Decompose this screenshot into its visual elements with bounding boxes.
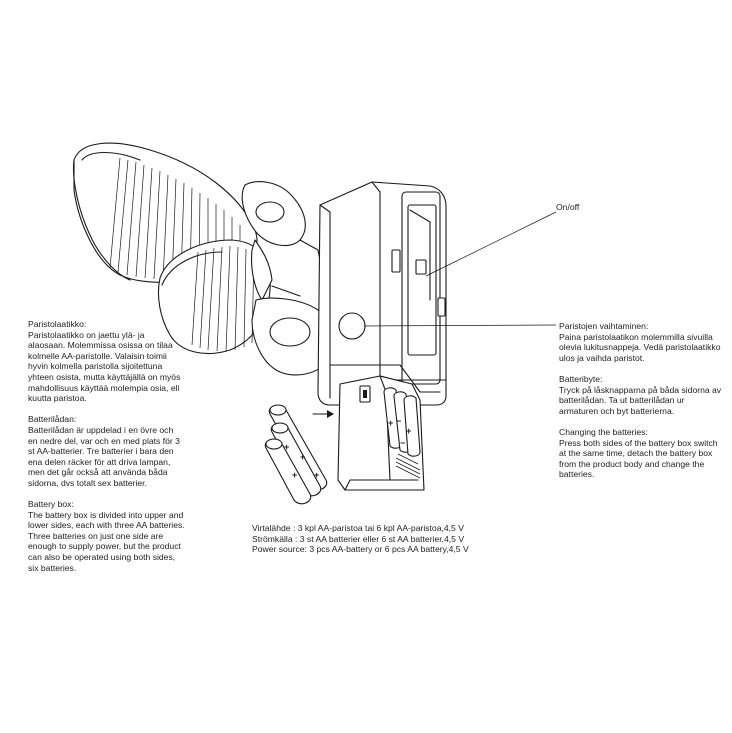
right-text-column [559, 321, 721, 480]
fi-change-batteries-line: olevia lukitusnappeja. Vedä paristolaatikko [559, 342, 721, 353]
en-battery-box-line: Three batteries on just one side are [28, 530, 164, 541]
left-text-column [28, 319, 185, 573]
onoff-callout-label: On/off [556, 202, 580, 212]
fi-battery-box-line: kolmelle AA-paristolle. Valaisin toimii [28, 350, 167, 361]
sv-battery-box-line: sidorna, dvs totalt sex batterier. [28, 477, 147, 488]
fi-battery-box-line: mahdollisuus käyttää molempia osia, eli [28, 382, 180, 393]
fi-battery-box-title: Paristolaatikko: [28, 319, 87, 329]
en-battery-box-line: can also be operated using both sides, [28, 552, 176, 563]
battery-plus-symbol: + [314, 470, 320, 480]
battery-minus-symbol: − [400, 438, 406, 448]
fi-battery-box-line: Paristolaatikko on jaettu ylä- ja [28, 329, 145, 340]
battery-plus-symbol: + [300, 452, 306, 462]
main-housing [318, 182, 446, 405]
fi-battery-box-line: hyvin kolmella paristolla sijoitettuna [28, 361, 163, 372]
en-battery-box-line: lower sides, each with three AA batteries. [28, 520, 185, 531]
sv-change-batteries-line: armaturen och byt batterierna. [559, 405, 675, 416]
en-battery-box-title: Battery box: [28, 499, 74, 510]
power-source-block [252, 523, 469, 555]
fi-change-batteries-title: Paristojen vaihtaminen: [559, 321, 649, 331]
fi-change-batteries-line: ulos ja vaihda paristot. [559, 352, 645, 363]
en-change-batteries-line: from the product body and change the [559, 458, 705, 469]
sv-battery-box-title: Batterilådan: [28, 414, 77, 425]
loose-batteries [265, 405, 326, 504]
sv-battery-box-line: en nedre del, var och en med plats för 3 [28, 435, 180, 446]
en-change-batteries-line: at the same time, detach the battery box [559, 448, 713, 459]
battery-plus-symbol: + [292, 470, 298, 480]
sv-battery-box-line: men det går också att använda båda [28, 467, 168, 478]
en-battery-box-line: The battery box is divided into upper and [28, 509, 184, 520]
en-change-batteries-line: batteries. [559, 469, 595, 480]
sv-change-batteries-line: Tryck på låsknapparna på båda sidorna av [559, 384, 722, 395]
fi-change-batteries-line: Paina paristolaatikon molemmilla sivuilla [559, 331, 713, 342]
battery-plus-symbol: + [406, 426, 412, 436]
en-change-batteries-line: Press both sides of the battery box switch [559, 437, 718, 448]
sv-change-batteries-title: Batteribyte: [559, 373, 603, 384]
battery-plus-symbol: + [388, 418, 394, 428]
insert-arrow [313, 410, 334, 418]
fi-power-source: Virtalähde : 3 kpl AA-paristoa tai 6 kpl AA-paristoa,4,5 V [252, 523, 464, 533]
en-power-source: Power source: 3 pcs AA-battery or 6 pcs AA battery,4,5 V [252, 544, 469, 555]
fi-battery-box-line: alaosaan. Molemmissa osissa on tilaa [28, 340, 173, 351]
en-change-batteries-title: Changing the batteries: [559, 426, 648, 437]
en-battery-box-line: six batteries. [28, 562, 77, 573]
sv-battery-box-line: st AA-batterier. Tre batterier i bara den [28, 446, 174, 457]
sv-battery-box-line: ena delen räcker för att driva lampan, [28, 456, 171, 467]
battery-plus-symbol: + [284, 442, 290, 452]
sv-power-source: Strömkälla : 3 st AA batterier eller 6 st AA batterier,4,5 V [252, 533, 465, 544]
sv-battery-box-line: Batterilådan är uppdelad i en övre och [28, 424, 174, 435]
battery-minus-symbol: − [396, 416, 402, 426]
en-battery-box-line: enough to supply power, but the product [28, 541, 181, 552]
sv-change-batteries-line: batterilådan. Ta ut batterilådan ur [559, 395, 685, 406]
fi-battery-box-line: kuutta paristoa. [28, 393, 87, 404]
fi-battery-box-line: yhteen osista, mutta käyttäjällä on myös [28, 371, 181, 382]
